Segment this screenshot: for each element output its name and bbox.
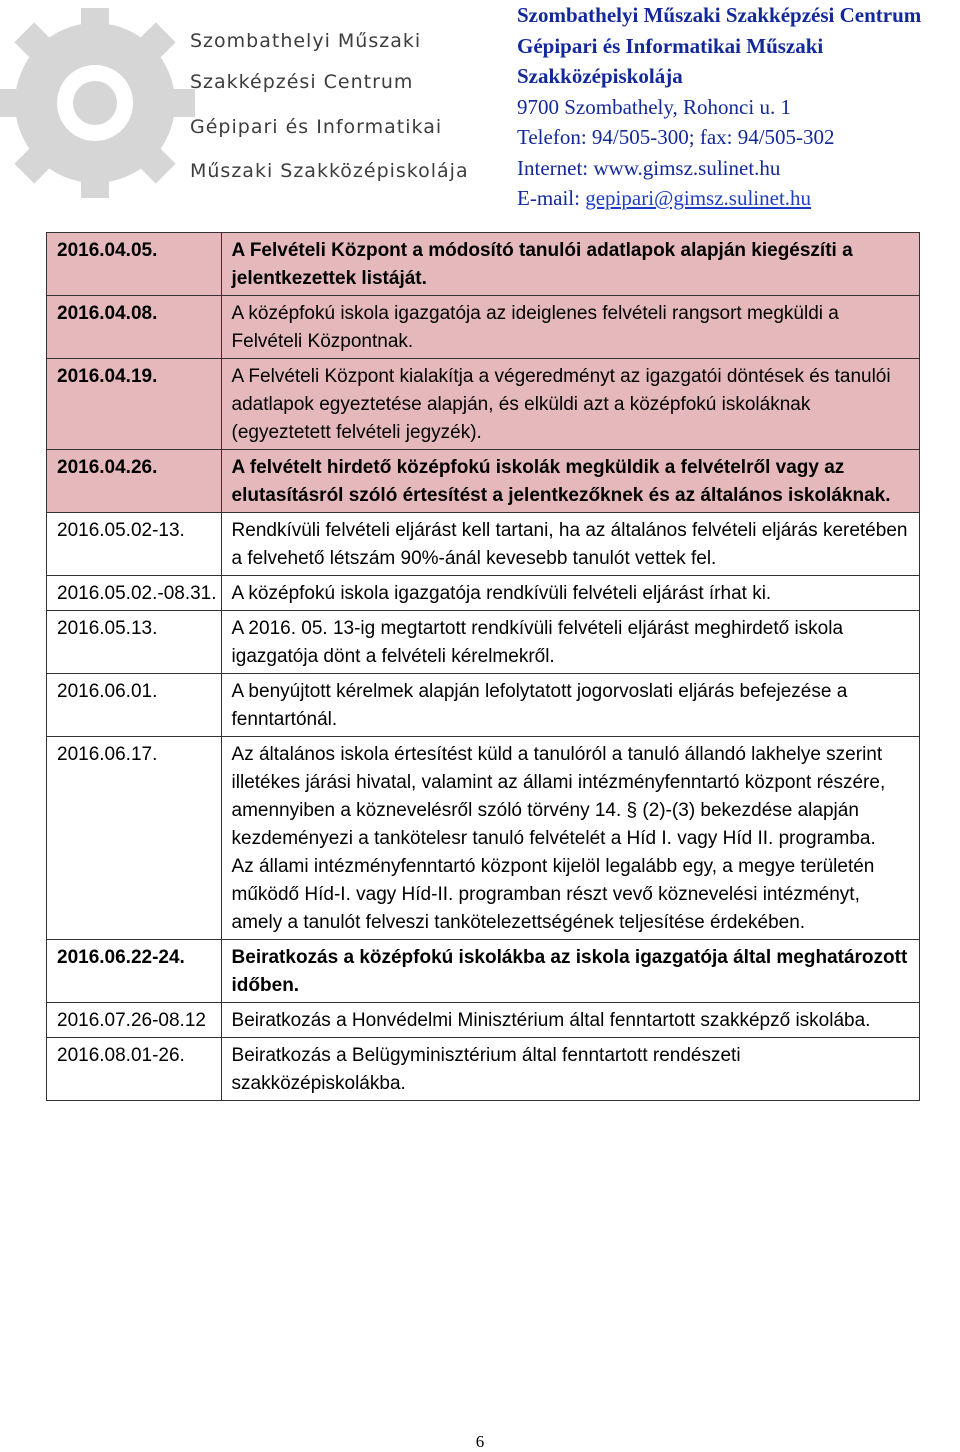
row-text-paragraph-2: Az állami intézményfenntartó központ kijelöl legalább egy, a megye területén működő Híd-I. vagy Híd-II. programban részt vevő köznevelési intézményt, amely a tanulót felveszi tankötelezettségének teljesítése érdekében. (231, 856, 875, 933)
email-line (517, 183, 921, 214)
table-row (47, 233, 920, 296)
row-date: 2016.04.05. (47, 233, 222, 296)
page-number: 6 (475, 1432, 485, 1451)
row-date: 2016.04.19. (47, 359, 222, 450)
row-text: A Felvételi Központ a módosító tanulói adatlapok alapján kiegészíti a jelentkezettek listáját. (221, 233, 919, 296)
row-date: 2016.06.01. (47, 674, 222, 737)
row-text: Rendkívüli felvételi eljárást kell tartani, ha az általános felvételi eljárás keretében a felvehető létszám 90%-ánál kevesebb tanulót vettek fel. (221, 513, 919, 576)
org-name-line-3: Szakközépiskolája (517, 64, 683, 88)
table-row (47, 296, 920, 359)
row-date: 2016.05.02-13. (47, 513, 222, 576)
row-text-paragraph-1: Az általános iskola értesítést küld a tanulóról a tanuló állandó lakhelye szerint illetékes járási hivatal, valamint az állami intézményfenntartó központ részére, amennyiben a köznevelésről szóló törvény 14. § (2)-(3) bekezdése alapján kezdeményezi a tankötelesr tanuló felvételét a Híd I. vagy Híd II. programba. (231, 744, 886, 849)
contact-block (517, 0, 921, 214)
table-row (47, 450, 920, 513)
table-row (47, 674, 920, 737)
gear-icon (0, 8, 200, 198)
page-header (0, 0, 960, 215)
row-date: 2016.05.02.-08.31. (47, 576, 222, 611)
row-text: A benyújtott kérelmek alapján lefolytatott jogorvoslati eljárás befejezése a fenntartónál. (221, 674, 919, 737)
logo-line-2: Szakképzési Centrum (190, 71, 414, 93)
row-text: A középfokú iskola igazgatója az ideiglenes felvételi rangsort megküldi a Felvételi Központnak. (221, 296, 919, 359)
schedule-table (46, 232, 920, 1101)
row-text (221, 737, 919, 940)
address: 9700 Szombathely, Rohonci u. 1 (517, 94, 791, 119)
website: Internet: www.gimsz.sulinet.hu (517, 155, 781, 180)
email-link[interactable]: gepipari@gimsz.sulinet.hu (585, 186, 812, 210)
table-row (47, 611, 920, 674)
table-row (47, 737, 920, 940)
table-row (47, 576, 920, 611)
logo-line-4: Műszaki Szakközépiskolája (190, 160, 469, 182)
row-text: Beiratkozás a középfokú iskolákba az iskola igazgatója által meghatározott időben. (221, 940, 919, 1003)
table-row (47, 1038, 920, 1101)
row-text: Beiratkozás a Belügyminisztérium által fenntartott rendészeti szakközépiskolákba. (221, 1038, 919, 1101)
logo-line-3: Gépipari és Informatikai (190, 116, 443, 138)
row-text: A középfokú iskola igazgatója rendkívüli felvételi eljárást írhat ki. (221, 576, 919, 611)
table-row (47, 940, 920, 1003)
table-row (47, 1003, 920, 1038)
row-text: A Felvételi Központ kialakítja a végeredményt az igazgatói döntések és tanulói adatlapok egyeztetése alapján, és elküldi azt a középfokú iskoláknak (egyeztetett felvételi jegyzék). (221, 359, 919, 450)
row-text: A 2016. 05. 13-ig megtartott rendkívüli felvételi eljárást meghirdető iskola igazgatója dönt a felvételi kérelmekről. (221, 611, 919, 674)
row-date: 2016.06.17. (47, 737, 222, 940)
school-logo (0, 8, 500, 198)
row-date: 2016.04.08. (47, 296, 222, 359)
row-date: 2016.07.26-08.12 (47, 1003, 222, 1038)
row-text: A felvételt hirdető középfokú iskolák megküldik a felvételről vagy az elutasításról szóló értesítést a jelentkezőknek és az általános iskoláknak. (221, 450, 919, 513)
row-date: 2016.06.22-24. (47, 940, 222, 1003)
table-row (47, 359, 920, 450)
row-date: 2016.08.01-26. (47, 1038, 222, 1101)
row-date: 2016.05.13. (47, 611, 222, 674)
phone-fax: Telefon: 94/505-300; fax: 94/505-302 (517, 125, 835, 149)
logo-line-1: Szombathelyi Műszaki (190, 30, 422, 52)
table-row (47, 513, 920, 576)
org-name-line-2: Gépipari és Informatikai Műszaki (517, 33, 824, 58)
row-text: Beiratkozás a Honvédelmi Minisztérium által fenntartott szakképző iskolába. (221, 1003, 919, 1038)
email-label: E-mail: (517, 186, 586, 210)
row-date: 2016.04.26. (47, 450, 222, 513)
org-name-line-1: Szombathelyi Műszaki Szakképzési Centrum (517, 3, 922, 27)
